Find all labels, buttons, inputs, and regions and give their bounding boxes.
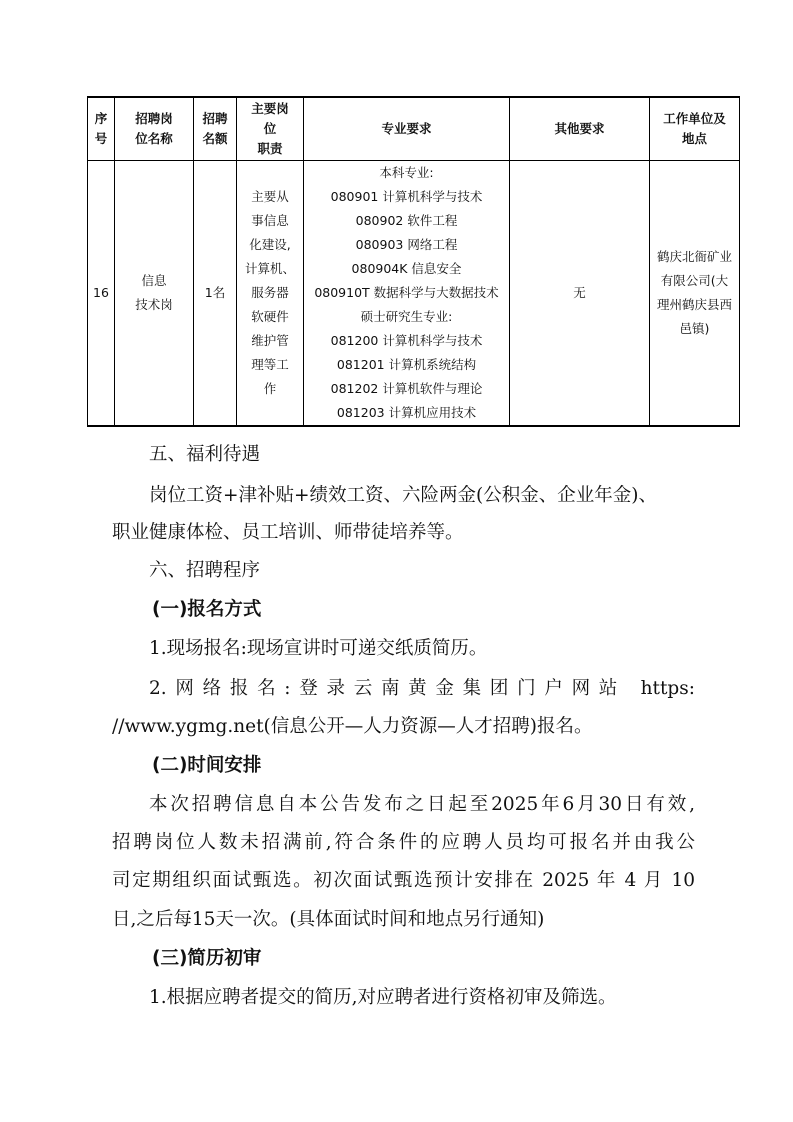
subsection-3-para-1: 1.根据应聘者提交的简历,对应聘者进行资格初审及筛选。 — [149, 987, 617, 1008]
cell-majors — [304, 160, 510, 426]
major-item: 081202 计算机软件与理论 — [330, 380, 483, 396]
recruitment-table — [87, 96, 740, 427]
header-serial: 序 号 — [88, 97, 115, 160]
major-item: 080903 网络工程 — [355, 236, 458, 252]
cell-duty: 主要从 事信息 化建设, 计算机、 服务器 软硬件 维护管 理等工 作 — [237, 160, 304, 426]
section-5-text-line-2: 职业健康体检、员工培训、师带徒培养等。 — [112, 522, 464, 543]
header-quota: 招聘 名额 — [194, 97, 237, 160]
subsection-1-para-2-line-1: 2.网络报名:登录云南黄金集团门户网站 https: — [149, 678, 695, 699]
table-header-row — [88, 97, 740, 160]
cell-serial: 16 — [88, 160, 115, 426]
table-row — [88, 160, 740, 426]
header-majors: 专业要求 — [304, 97, 510, 160]
subsection-2-line-4: 日,之后每15天一次。(具体面试时间和地点另行通知) — [112, 909, 545, 930]
section-5-text-line-1: 岗位工资+津补贴+绩效工资、六险两金(公积金、企业年金)、 — [149, 485, 657, 506]
major-item: 080902 软件工程 — [355, 212, 458, 228]
major-item: 080904K 信息安全 — [351, 260, 462, 276]
subsection-2-line-2: 招聘岗位人数未招满前,符合条件的应聘人员均可报名并由我公 — [112, 832, 695, 853]
subsection-2-line-3: 司定期组织面试甄选。初次面试甄选预计安排在 2025 年 4 月 10 — [112, 870, 695, 891]
cell-position: 信息 技术岗 — [115, 160, 194, 426]
header-location: 工作单位及 地点 — [650, 97, 740, 160]
major-item: 硕士研究生专业: — [360, 308, 453, 324]
header-other: 其他要求 — [510, 97, 650, 160]
section-6-title: 六、招聘程序 — [149, 560, 261, 581]
subsection-2-title: (二)时间安排 — [152, 755, 262, 776]
section-5-title: 五、福利待遇 — [149, 444, 261, 465]
major-item: 081203 计算机应用技术 — [336, 404, 477, 420]
subsection-3-title: (三)简历初审 — [152, 948, 262, 969]
subsection-1-title: (一)报名方式 — [152, 599, 262, 620]
cell-location: 鹤庆北衙矿业 有限公司(大 理州鹤庆县西 邑镇) — [650, 160, 740, 426]
major-item: 081201 计算机系统结构 — [336, 356, 477, 372]
header-duty: 主要岗 位 职责 — [237, 97, 304, 160]
major-item: 080910T 数据科学与大数据技术 — [314, 284, 499, 300]
header-position: 招聘岗 位名称 — [115, 97, 194, 160]
major-item: 081200 计算机科学与技术 — [330, 332, 483, 348]
cell-quota: 1名 — [194, 160, 237, 426]
subsection-1-para-2-line-2: //www.ygmg.net(信息公开—人力资源—人才招聘)报名。 — [112, 716, 593, 737]
major-item: 080901 计算机科学与技术 — [330, 188, 483, 204]
cell-other: 无 — [510, 160, 650, 426]
major-item: 本科专业: — [379, 164, 434, 180]
subsection-1-para-1: 1.现场报名:现场宣讲时可递交纸质简历。 — [149, 638, 488, 659]
subsection-2-line-1: 本次招聘信息自本公告发布之日起至2025年6月30日有效, — [149, 794, 695, 815]
